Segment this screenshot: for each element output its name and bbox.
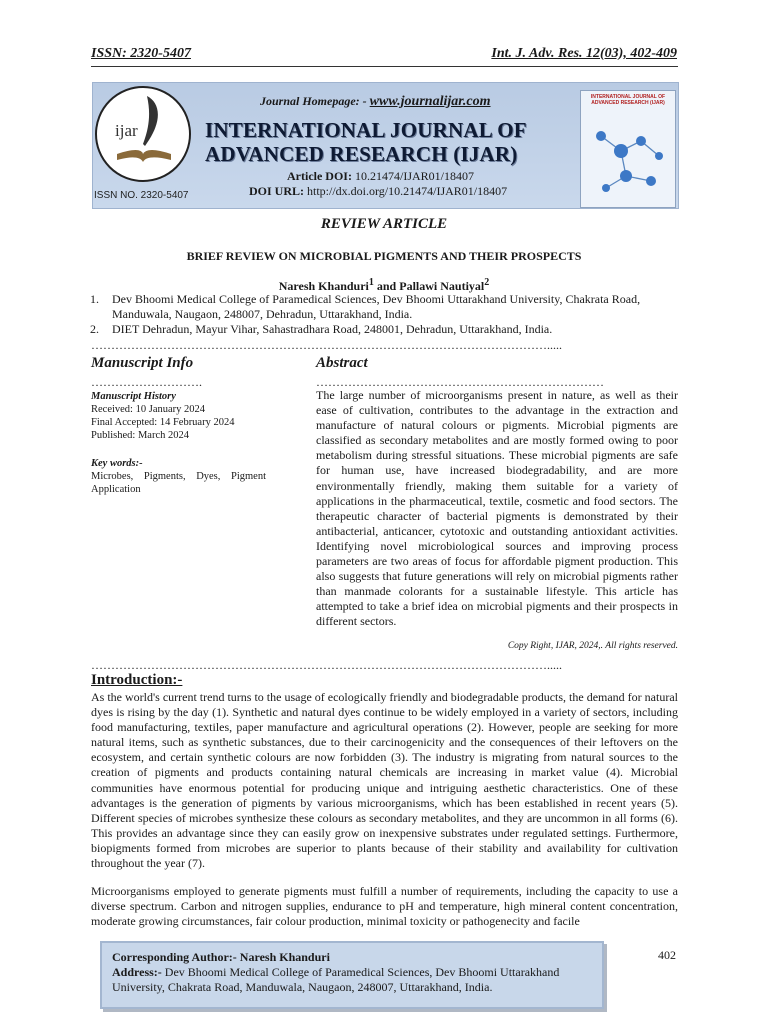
author-2: Pallawi Nautiyal: [399, 279, 485, 293]
quill-book-icon: [97, 88, 189, 180]
copyright: Copy Right, IJAR, 2024,. All rights reserved.: [507, 641, 678, 651]
affiliation-text: Dev Bhoomi Medical College of Paramedical Sciences, Dev Bhoomi Uttarakhand University, Chakrata Road, Manduwala, Naugaon, 248007, Dehradun, Uttarakhand, India.: [112, 292, 641, 321]
journal-homepage: [260, 94, 491, 110]
address-label: Address:-: [112, 965, 162, 979]
corresponding-author-label: Corresponding Author:- Naresh Khanduri: [112, 950, 330, 964]
published-date: Published: March 2024: [91, 430, 189, 441]
logo-issn: ISSN NO. 2320-5407: [94, 190, 189, 201]
author-conjunction: and: [373, 279, 400, 293]
article-doi-label: Article DOI:: [287, 169, 352, 183]
article-title: BRIEF REVIEW ON MICROBIAL PIGMENTS AND THEIR PROSPECTS: [186, 249, 582, 263]
manuscript-info-heading: Manuscript Info: [91, 355, 194, 371]
doi-url: [249, 184, 507, 199]
affiliation-number: 1.: [90, 292, 99, 306]
corresponding-author-box: [100, 941, 604, 1009]
abstract-heading: Abstract: [316, 355, 368, 371]
header-citation: Int. J. Adv. Res. 12(03), 402-409: [491, 46, 677, 61]
keywords-list: Microbes, Pigments, Dyes, Pigment Application: [91, 471, 266, 495]
history-label: Manuscript History: [91, 391, 176, 402]
author-1-sup: 1: [368, 277, 374, 288]
manuscript-dots: ……………………….: [91, 375, 202, 389]
author-2-sup: 2: [484, 277, 490, 288]
affiliation-2: [90, 322, 680, 337]
corresponding-address: [112, 965, 592, 995]
accepted-date: Final Accepted: 14 February 2024: [91, 417, 235, 428]
introduction-paragraph-1: As the world's current trend turns to the usage of ecologically friendly and biodegradable products, the demand for natural dyes is rising by the day (1). Synthetic and natural dyes continue to be widely employed in a variety of sectors, including food manufacturing, textiles, paper manufacture and agricultural operations (2). However, people are seeking for more natural items, such as synthetic substances, due to their carcinogenicity and the consequences of their leftovers on the ecosystem, and certain synthetic colours are now forbidden (3). The industry is migrating from natural sources to the creation of pigments and products containing natural chemicals are increasing in market value (4). Microbial communities have enormous potential for producing unique and intriguing aesthetic characteristics. One of these advantages is the generation of pigments by various microorganisms, which has been established in recent years (5). Different species of microbes synthesize these colours as secondary metabolites, and they are uncommon in all forms (6). This provides an advantage since they can easily grow on inexpensive substrates under regulated settings. Furthermore, biopigments formed from microbes are superior to plants because of their stability and availability for cultivation throughout the year (7).: [91, 690, 678, 871]
article-doi: [287, 169, 474, 184]
logo-text: ijar: [115, 121, 138, 140]
affiliation-number: 2.: [90, 322, 99, 336]
article-type: REVIEW ARTICLE: [320, 216, 448, 232]
journal-title: INTERNATIONAL JOURNAL OF ADVANCED RESEARCH (IJAR): [205, 118, 527, 166]
article-doi-value: 10.21474/IJAR01/18407: [354, 169, 474, 183]
doi-url-link[interactable]: http://dx.doi.org/10.21474/IJAR01/18407: [307, 184, 508, 198]
journal-logo: [95, 86, 191, 182]
homepage-link[interactable]: www.journalijar.com: [369, 94, 491, 109]
affiliation-1: [90, 292, 680, 322]
homepage-label: Journal Homepage: -: [260, 94, 370, 108]
affiliation-text: DIET Dehradun, Mayur Vihar, Sahastradhara Road, 248001, Dehradun, Uttarakhand, India.: [112, 322, 553, 336]
address-text: Dev Bhoomi Medical College of Paramedical Sciences, Dev Bhoomi Uttarakhand University, Chakrata Road, Manduwala, Naugaon, 248007, Uttarakhand, India.: [112, 965, 560, 994]
page-number: 402: [658, 948, 676, 962]
manuscript-history: [91, 390, 271, 442]
separator-top: …………………………………………………………………………………………………….....: [91, 338, 562, 352]
header-rule: [91, 66, 678, 67]
keywords-label: Key words:-: [91, 458, 143, 469]
header-issn: ISSN: 2320-5407: [91, 46, 191, 61]
keywords: [91, 457, 266, 496]
separator-bottom: …………………………………………………………………………………………………….....: [91, 658, 562, 672]
doi-url-label: DOI URL:: [249, 184, 305, 198]
abstract-dots: ………………………………………………………………: [316, 375, 604, 389]
received-date: Received: 10 January 2024: [91, 404, 206, 415]
molecule-icon: [581, 106, 675, 206]
journal-cover: [580, 90, 676, 208]
abstract-text: The large number of microorganisms present in nature, as well as their ease of cultivation, contributes to the advantage in the extraction and manufacture of natural colours or pigments. Microbial pigments are classified as secondary metabolites and are mostly formed owing to poor metabolism during stressful situations. These microbial pigments are safe for human use, have increased biodegradability, and are more environmentally friendly, making them suitable for a variety of applications in the pharmaceutical, textile, cosmetic and food sectors. The therapeutic character of bacterial pigments is demonstrated by their antibacterial, anticancer, cytotoxic and outstanding antioxidant activities. Identifying novel microbiological sources and improving process parameters are two areas of focus for affordable pigment production. This also suggests that future generations will rely on microbial pigments rather than manmade colorants for a sustainable lifestyle. This article has attempted to take a brief idea on microbial pigments and their prospects in different sectors.: [316, 388, 678, 629]
cover-title: INTERNATIONAL JOURNAL OF ADVANCED RESEARCH (IJAR): [590, 94, 666, 106]
author-1: Naresh Khanduri: [278, 279, 369, 293]
introduction-heading: Introduction:-: [91, 672, 183, 688]
introduction-paragraph-2: Microorganisms employed to generate pigments must fulfill a number of requirements, including the capacity to use a diverse spectrum. Carbon and nitrogen supplies, endurance to pH and temperature, high mineral content concentration, moderate growing circumstances, fair colour production, minimal toxicity or pathogenecity and facile: [91, 884, 678, 929]
